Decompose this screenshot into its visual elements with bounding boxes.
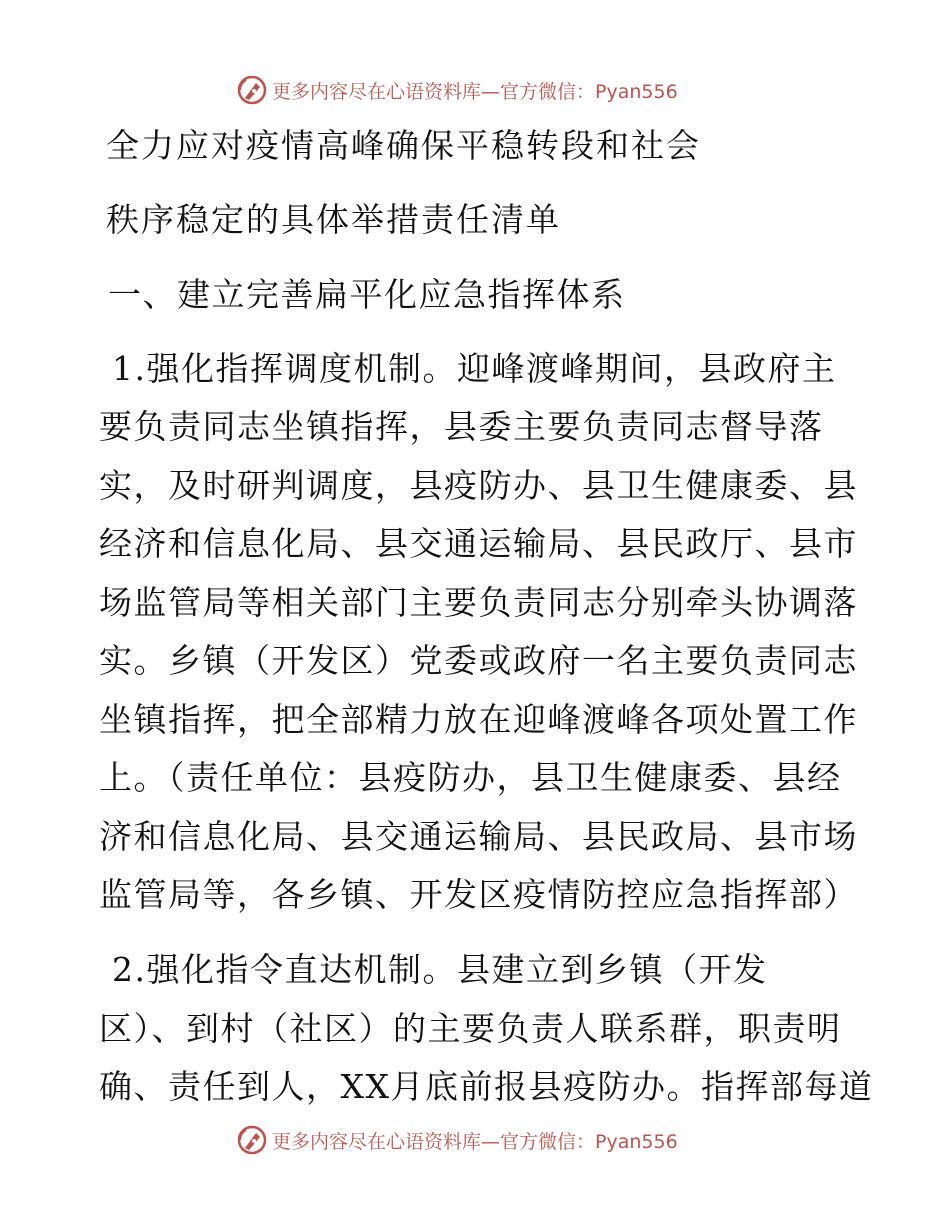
watermark-text: 更多内容尽在心语资料库—官方微信：Pyan556 [272, 1130, 678, 1153]
document-title-line-1: 全力应对疫情高峰确保平稳转段和社会 [106, 126, 701, 165]
item1-line-1: 1.强化指挥调度机制。迎峰渡峰期间，县政府主 [112, 349, 837, 388]
item2-line-2: 区）、到村（社区）的主要负责人联系群，职责明 [99, 1009, 842, 1048]
section-heading: 一、建立完善扁平化应急指挥体系 [108, 275, 626, 314]
item1-line-9: 济和信息化局、县交通运输局、县民政局、县市场 [99, 817, 858, 856]
item1-line-2: 要负责同志坐镇指挥，县委主要负责同志督导落 [99, 407, 824, 446]
item2-line-1: 2.强化指令直达机制。县建立到乡镇（开发 [112, 950, 768, 989]
item1-line-10: 监管局等，各乡镇、开发区疫情防控应急指挥部） [99, 875, 858, 914]
item1-line-3: 实，及时研判调度，县疫防办、县卫生健康委、县 [99, 466, 858, 505]
item1-line-8: 上。（责任单位：县疫防办，县卫生健康委、县经 [99, 758, 842, 797]
pen-nib-logo-icon [236, 74, 268, 106]
watermark-header [236, 72, 678, 108]
item1-line-4: 经济和信息化局、县交通运输局、县民政厅、县市 [99, 524, 858, 563]
item1-line-5: 场监管局等相关部门主要负责同志分别牵头协调落 [99, 583, 858, 622]
item1-line-6: 实。乡镇（开发区）党委或政府一名主要负责同志 [99, 641, 858, 680]
watermark-text: 更多内容尽在心语资料库—官方微信：Pyan556 [272, 80, 678, 103]
watermark-footer [236, 1122, 678, 1158]
pen-nib-logo-icon [236, 1124, 268, 1156]
item1-line-7: 坐镇指挥，把全部精力放在迎峰渡峰各项处置工作 [99, 700, 858, 739]
document-title-line-2: 秩序稳定的具体举措责任清单 [106, 200, 561, 239]
item2-line-3: 确、责任到人，XX月底前报县疫防办。指挥部每道 [99, 1067, 874, 1106]
